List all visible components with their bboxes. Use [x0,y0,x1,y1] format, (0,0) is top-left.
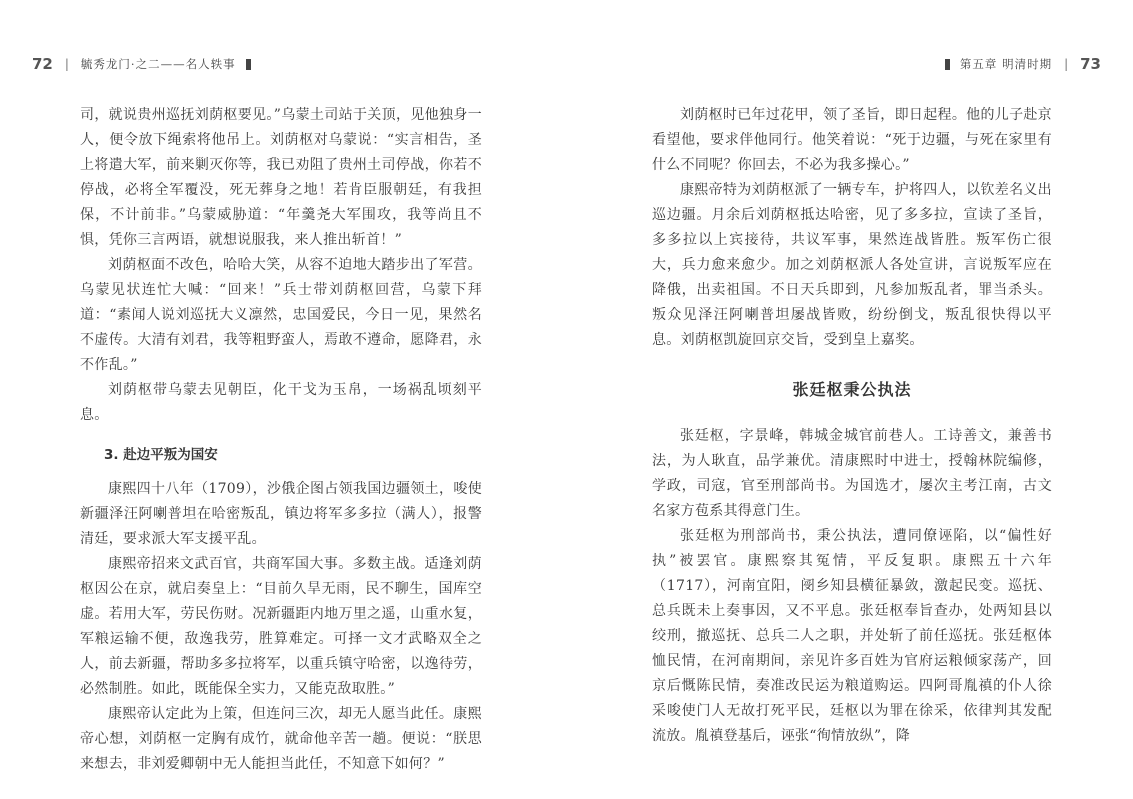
left-page-body [80,103,482,777]
page-number: 73 [1080,55,1101,73]
paragraph: 康熙帝招来文武百官，共商军国大事。多数主战。适逢刘荫枢因公在京，就启奏皇上：“目前久旱无雨，民不聊生，国库空虚。若用大军，劳民伤财。况新疆距内地万里之遥，山重水复，军粮运输不便，敌逸我劳，胜算难定。可择一文才武略双全之人，前去新疆，帮助多多拉将军，以重兵镇守哈密，以逸待劳，必然制胜。如此，既能保全实力，又能克敌取胜。” [80,556,482,697]
running-title: 第五章 明清时期 [959,57,1053,71]
paragraph: 刘荫枢面不改色，哈哈大笑，从容不迫地大踏步出了军营。乌蒙见状连忙大喊：“回来！”兵士带刘荫枢回营，乌蒙下拜道：“素闻人说刘巡抚大义凛然，忠国爱民，今日一见，果然名不虚传。大清有刘君，我等粗野蛮人，焉敢不遵命，愿降君，永不作乱。” [80,257,482,373]
subheading: 3. 赴边平叛为国安 [104,447,218,463]
page-number: 72 [32,55,53,73]
right-page-body [652,103,1052,749]
paragraph: 刘荫枢时已年过花甲，领了圣旨，即日起程。他的儿子赴京看望他，要求伴他同行。他笑着说：“死于边疆，与死在家里有什么不同呢？你回去，不必为我多操心。” [652,107,1052,173]
header-divider: | [1064,57,1069,71]
header-marker [945,59,950,70]
right-page [566,0,1133,799]
paragraph: 张廷枢为刑部尚书，秉公执法，遭同僚诬陷，以“偏性好执”被罢官。康熙察其冤情，平反复职。康熙五十六年（1717），河南宜阳，阌乡知县横征暴敛，激起民变。巡抚、总兵既未上奏事因，又不平息。张廷枢奉旨查办，处两知县以绞刑，撤巡抚、总兵二人之职，并处斩了前任巡抚。张廷枢体恤民情，在河南期间，亲见许多百姓为官府运粮倾家荡产，回京后慨陈民情，奏准改民运为粮道购运。四阿哥胤禛的仆人徐采唆使门人无故打死平民，廷枢以为罪在徐采，依律判其发配流放。胤禛登基后，诬张“徇情放纵”，降 [652,528,1052,744]
section-title: 张廷枢秉公执法 [792,380,912,399]
paragraph: 康熙帝特为刘荫枢派了一辆专车，护将四人，以钦差名义出巡边疆。月余后刘荫枢抵达哈密，见了多多拉，宣读了圣旨，多多拉以上宾接待，共议军事，果然连战皆胜。叛军伤亡很大，兵力愈来愈少。加之刘荫枢派人各处宣讲，言说叛军应在降俄，出卖祖国。不日天兵即到，凡参加叛乱者，罪当杀头。叛众见泽汪阿喇普坦屡战皆败，纷纷倒戈，叛乱很快得以平息。刘荫枢凯旋回京交旨，受到皇上嘉奖。 [652,182,1052,348]
running-title: 毓秀龙门·之二——名人轶事 [80,57,236,71]
paragraph: 张廷枢，字景峰，韩城金城官前巷人。工诗善文，兼善书法，为人耿直，品学兼优。清康熙时中进士，授翰林院编修，学政，司寇，官至刑部尚书。为国选才，屡次主考江南，古文名家方苞系其得意门生。 [652,428,1052,519]
paragraph: 康熙帝认定此为上策，但连问三次，却无人愿当此任。康熙帝心想，刘荫枢一定胸有成竹，就命他辛苦一趟。便说：“朕思来想去，非刘爱卿朝中无人能担当此任，不知意下如何？” [80,706,482,772]
left-page [0,0,566,799]
paragraph: 司，就说贵州巡抚刘荫枢要见。”乌蒙土司站于关顶，见他独身一人，便令放下绳索将他吊上。刘荫枢对乌蒙说：“实言相告，圣上将遣大军，前来剿灭你等，我已劝阻了贵州土司停战，你若不停战，必将全军覆没，死无葬身之地！若肯臣服朝廷，有我担保，不计前非。”乌蒙威胁道：“年羹尧大军围攻，我等尚且不惧，凭你三言两语，就想说服我，来人推出斩首！” [80,107,482,248]
header-divider: | [64,57,69,71]
left-page-header [32,52,261,76]
paragraph: 康熙四十八年（1709），沙俄企图占领我国边疆领土，唆使新疆泽汪阿喇普坦在哈密叛乱，镇边将军多多拉（满人），报警清廷，要求派大军支援平乱。 [80,481,482,547]
right-page-header [935,52,1101,76]
paragraph: 刘荫枢带乌蒙去见朝臣，化干戈为玉帛，一场祸乱顷刻平息。 [80,382,482,423]
header-marker [246,59,251,70]
